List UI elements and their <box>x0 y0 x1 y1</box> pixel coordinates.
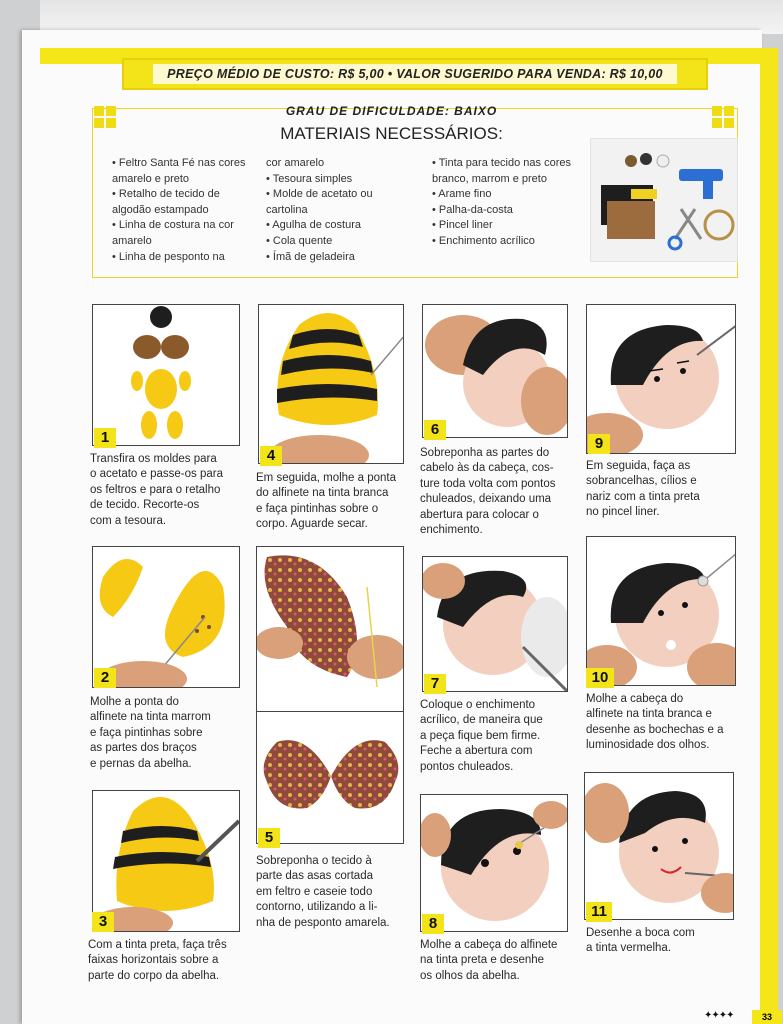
step-6-number: 6 <box>424 420 446 440</box>
materials-column-1: • Feltro Santa Fé nas cores amarelo e preto • Retalho de tecido de algodão estampado • Linha de costura na cor amarelo • Linha de pesponto na <box>112 157 246 263</box>
step-9-photo <box>586 304 736 454</box>
step-1-number: 1 <box>94 428 116 448</box>
step-8-caption: Molhe a cabeça do alfinete na tinta preta e desenhe os olhos da abelha. <box>420 939 558 982</box>
step-5-photo-a <box>256 546 404 712</box>
step-3-number: 3 <box>92 912 114 932</box>
step-7-number: 7 <box>424 674 446 694</box>
materials-column-3: • Tinta para tecido nas cores branco, marrom e preto • Arame fino • Palha-da-costa • Pincel liner • Enchimento acrílico <box>432 157 571 247</box>
step-9-caption: Em seguida, faça as sobrancelhas, cílios e nariz com a tinta preta no pincel liner. <box>586 460 700 519</box>
materials-column-2: cor amarelo • Tesoura simples • Molde de acetato ou cartolina • Agulha de costura • Cola quente • Ímã de geladeira <box>266 157 373 263</box>
step-6-caption: Sobreponha as partes do cabelo às da cabeça, cos- ture toda volta com pontos chuleados, deixando uma abertura para colocar o enchimento. <box>420 447 556 537</box>
supplies-photo <box>590 138 738 262</box>
page-number: 33 <box>752 1010 782 1024</box>
step-1-photo <box>92 304 240 446</box>
step-9-number: 9 <box>588 434 610 454</box>
materials-title: MATERIAIS NECESSÁRIOS: <box>280 124 503 143</box>
step-7-photo <box>422 556 568 692</box>
step-4-photo <box>258 304 404 464</box>
step-7-caption: Coloque o enchimento acrílico, de maneira que a peça fique bem firme. Feche a abertura com pontos chuleados. <box>420 699 543 773</box>
top-edge <box>40 0 783 34</box>
step-8-number: 8 <box>422 914 444 934</box>
step-5-number: 5 <box>258 828 280 848</box>
footer-stars: ✦✦✦✦ <box>704 1010 734 1021</box>
step-11-caption: Desenhe a boca com a tinta vermelha. <box>586 927 695 955</box>
price-text: PREÇO MÉDIO DE CUSTO: R$ 5,00 • VALOR SUGERIDO PARA VENDA: R$ 10,00 <box>153 64 677 84</box>
step-10-photo <box>586 536 736 686</box>
step-3-caption: Com a tinta preta, faça três faixas horizontais sobre a parte do corpo da abelha. <box>88 939 227 982</box>
step-4-caption: Em seguida, molhe a ponta do alfinete na tinta branca e faça pintinhas sobre o corpo. Aguarde secar. <box>256 472 397 531</box>
step-1-caption: Transfira os moldes para o acetato e passe-os para os feltros e para o retalho de tecido. Recorte-os com a tesoura. <box>90 453 223 527</box>
step-11-photo <box>584 772 734 920</box>
step-11-number: 11 <box>586 902 612 922</box>
step-2-number: 2 <box>94 668 116 688</box>
step-10-caption: Molhe a cabeça do alfinete na tinta branca e desenhe as bochechas e a luminosidade dos olhos. <box>586 693 724 752</box>
step-3-photo <box>92 790 240 932</box>
step-2-caption: Molhe a ponta do alfinete na tinta marrom e faça pintinhas sobre as partes dos braços e pernas da abelha. <box>90 696 211 770</box>
price-banner <box>122 58 708 90</box>
step-10-number: 10 <box>586 668 614 688</box>
step-6-photo <box>422 304 568 438</box>
step-2-photo <box>92 546 240 688</box>
step-8-photo <box>420 794 568 932</box>
step-5-caption: Sobreponha o tecido à parte das asas cortada em feltro e caseie todo contorno, utilizando a li- nha de pesponto amarela. <box>256 855 390 929</box>
step-5-photo-b <box>256 712 404 844</box>
difficulty-label: GRAU DE DIFICULDADE: BAIXO <box>285 104 498 118</box>
step-4-number: 4 <box>260 446 282 466</box>
page-yellow-edge <box>760 48 778 1024</box>
